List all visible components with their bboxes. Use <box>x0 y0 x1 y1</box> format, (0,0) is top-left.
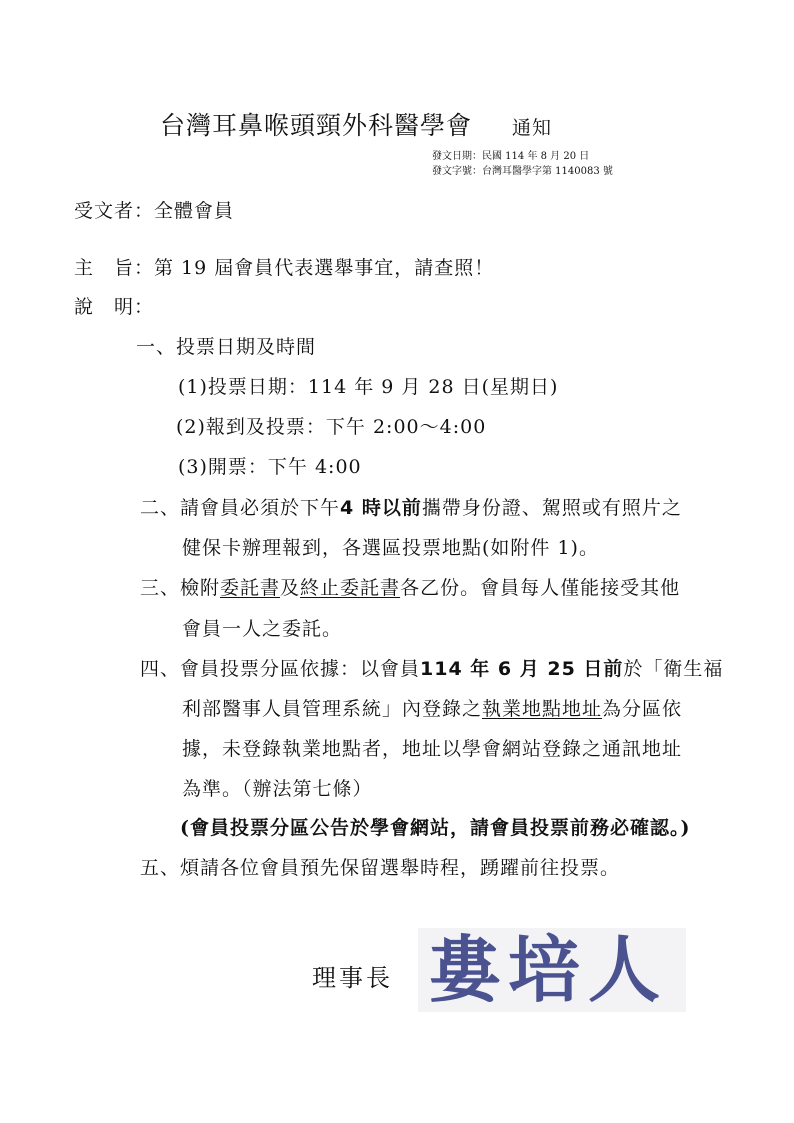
item3-line2: 會員一人之委託。 <box>182 618 343 640</box>
document-header <box>160 106 552 142</box>
recipient: 受文者：全體會員 <box>74 200 235 222</box>
subject: 主 旨：第 19 屆會員代表選舉事宜，請查照！ <box>74 257 495 279</box>
item2-line1: 二、請會員必須於下午4 時以前攜帶身份證、駕照或有照片之 <box>140 497 682 519</box>
org-name: 台灣耳鼻喉頭頸外科醫學會 <box>160 111 473 140</box>
proxy-form-link[interactable]: 委託書 <box>220 577 281 599</box>
seal-name: 婁培人 <box>428 927 669 1012</box>
item1-voting-date: (1)投票日期：114 年 9 月 28 日(星期日) <box>178 376 559 398</box>
item2-deadline: 4 時以前 <box>340 497 422 519</box>
item5: 五、煩請各位會員預先保留選舉時程，踴躍前往投票。 <box>140 857 621 879</box>
item4-line2: 利部醫事人員管理系統」內登錄之執業地點地址為分區依 <box>182 698 683 720</box>
item4-deadline: 114 年 6 月 25 日前 <box>420 658 624 680</box>
item1-checkin-time: (2)報到及投票：下午 2:00～4:00 <box>176 416 487 438</box>
item1-count-time: (3)開票：下午 4:00 <box>178 456 362 478</box>
item3-line1: 三、檢附委託書及終止委託書各乙份。會員每人僅能接受其他 <box>140 577 681 599</box>
item2-line2: 健保卡辦理報到，各選區投票地點(如附件 1)。 <box>182 537 599 559</box>
item1-title: 一、投票日期及時間 <box>136 336 317 358</box>
item4-line3: 據，未登錄執業地點者，地址以學會網站登錄之通訊地址 <box>182 738 683 760</box>
practice-address-term: 執業地點地址 <box>482 698 603 720</box>
item4-line1: 四、會員投票分區依據：以會員114 年 6 月 25 日前於「衛生福 <box>140 658 724 680</box>
signature-seal <box>418 928 686 1012</box>
item4-line4: 為準。（辦法第七條） <box>182 778 373 800</box>
doc-type: 通知 <box>512 117 553 139</box>
explain-label: 說 明： <box>74 296 155 318</box>
issue-date: 發文日期：民國 114 年 8 月 20 日 <box>432 151 590 162</box>
item4-note: (會員投票分區公告於學會網站，請會員投票前務必確認。) <box>180 817 691 839</box>
doc-number: 發文字號：台灣耳醫學字第 1140083 號 <box>432 166 613 177</box>
revoke-proxy-form-link[interactable]: 終止委託書 <box>300 577 401 599</box>
signature-title: 理事長 <box>312 964 393 992</box>
